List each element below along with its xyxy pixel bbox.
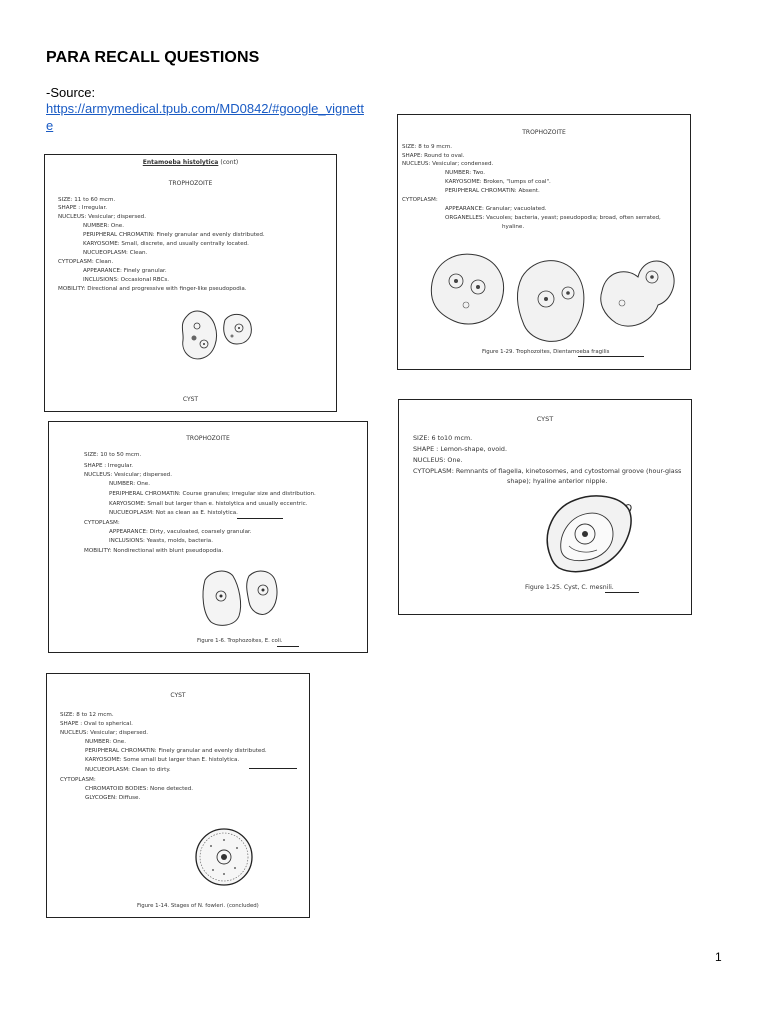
organism-name-suffix: (cont) (220, 159, 239, 166)
organism-name: Entamoeba histolytica (142, 159, 219, 166)
stage-footer: CYST (182, 396, 199, 403)
info-line: NUCLEUS: Vesicular; dispersed. (60, 730, 149, 736)
figure-caption: Figure 1-29. Trophozoites, Dientamoeba fragilis (482, 349, 610, 355)
info-line: SHAPE: Round to oval. (402, 153, 465, 159)
info-line: INCLUSIONS: Yeasts, molds, bacteria. (109, 538, 213, 544)
info-line: ORGANELLES: Vacuoles; bacteria, yeast; pseudopodia; broad, often serrated, (445, 215, 661, 221)
info-line: GLYCOGEN: Diffuse. (85, 795, 141, 801)
info-line: NUMBER: Two. (445, 170, 486, 176)
info-line: NUMBER: One. (109, 481, 151, 487)
fowleri-cyst-panel (46, 673, 310, 918)
answer-blank (249, 768, 297, 769)
info-line: SHAPE : Oval to spherical. (60, 721, 133, 727)
stage-heading: CYST (170, 692, 186, 699)
figure-caption: Figure 1-25. Cyst, C. mesnili. (525, 584, 614, 591)
figure-caption: Figure 1-14. Stages of N. fowleri. (concluded) (137, 903, 259, 909)
info-line: APPEARANCE: Granular; vacuolated. (445, 206, 547, 212)
info-line: CYTOPLASM: (84, 520, 120, 526)
info-line: CYTOPLASM: (60, 777, 96, 783)
info-line: APPEARANCE: Dirty, vaculoated, coarsely granular. (109, 529, 252, 535)
info-line: SIZE: 10 to 50 mcm. (84, 452, 142, 458)
info-line: shape); hyaline anterior nipple. (507, 477, 608, 485)
coli-trophozoite-panel (48, 421, 368, 653)
info-line: NUCLEUS: One. (413, 456, 463, 464)
cyst-illustration (539, 492, 635, 576)
answer-blank (605, 592, 639, 593)
info-line: NUCLEUS: Vesicular; dispersed. (84, 472, 173, 478)
info-line: NUCUEOPLASM: Clean to dirty. (85, 767, 171, 773)
answer-blank (237, 518, 283, 519)
info-line: MOBILITY: Nondirectional with blunt pseudopodia. (84, 548, 224, 554)
info-line: CYTOPLASM: Clean. (58, 259, 114, 265)
info-line: SIZE: 8 to 12 mcm. (60, 712, 114, 718)
info-line: INCLUSIONS: Occasional RBCs. (83, 277, 170, 283)
cyst-illustration (193, 826, 255, 888)
info-line: SHAPE : Lemon-shape, ovoid. (413, 445, 508, 453)
trophozoite-illustration (426, 243, 676, 345)
info-line: SIZE: 11 to 60 mcm. (58, 197, 116, 203)
info-line: APPEARANCE: Finely granular. (83, 268, 167, 274)
answer-blank (277, 646, 299, 647)
info-line: PERIPHERAL CHROMATIN: Course granules; irregular size and distribution. (109, 491, 316, 497)
stage-heading: TROPHOZOITE (186, 435, 230, 442)
info-line: KARYOSOME: Small, discrete, and usually centrally located. (83, 241, 249, 247)
mesnili-cyst-panel (398, 399, 692, 615)
info-line: KARYOSOME: Small but larger than e. histolytica and usually eccentric. (109, 501, 308, 507)
info-line: KARYOSOME: Some small but larger than E. histolytica. (85, 757, 240, 763)
stage-heading: TROPHOZOITE (522, 129, 566, 136)
info-line: NUCUEOPLASM: Not as clean as E. histolytica. (109, 510, 238, 516)
info-line: NUMBER: One. (83, 223, 125, 229)
info-line: SHAPE : Irregular. (84, 463, 134, 469)
info-line: SIZE: 6 to10 mcm. (413, 434, 473, 442)
info-line: PERIPHERAL CHROMATIN: Absent. (445, 188, 540, 194)
info-line: KARYOSOME: Broken, "lumps of coal". (445, 179, 551, 185)
info-line: CHROMATOID BODIES: None detected. (85, 786, 194, 792)
info-line: NUCUEOPLASM: Clean. (83, 250, 148, 256)
source-label: -Source: (46, 85, 96, 100)
info-line: MOBILITY: Directional and progressive with finger-like pseudopodia. (58, 286, 247, 292)
trophozoite-illustration (177, 308, 257, 364)
info-line: SIZE: 8 to 9 mcm. (402, 144, 453, 150)
source-link[interactable]: https://armymedical.tpub.com/MD0842/#google_vignette (46, 101, 364, 133)
info-line: NUCLEUS: Vesicular; dispersed. (58, 214, 147, 220)
figure-caption: Figure 1-6. Trophozoites, E. coli. (197, 638, 283, 644)
info-line: SHAPE : Irregular. (58, 205, 108, 211)
stage-heading: CYST (536, 415, 554, 423)
info-line: NUCLEUS: Vesicular; condensed. (402, 161, 494, 167)
answer-blank (578, 356, 644, 357)
page-title: PARA RECALL QUESTIONS (46, 49, 260, 66)
page-number: 1 (715, 950, 722, 964)
info-line: CYTOPLASM: (402, 197, 438, 203)
info-line: PERIPHERAL CHROMATIN: Finely granular and evenly distributed. (83, 232, 265, 238)
info-line: hyaline. (502, 224, 525, 230)
histolytica-trophozoite-panel (44, 154, 337, 412)
info-line: CYTOPLASM: Remnants of flagella, kinetosomes, and cytostomal groove (hour-glass (413, 467, 682, 475)
info-line: PERIPHERAL CHROMATIN: Finely granular and evenly distributed. (85, 748, 267, 754)
panel-header (45, 159, 336, 166)
info-line: NUMBER: One. (85, 739, 127, 745)
trophozoite-illustration (199, 566, 283, 630)
fragilis-trophozoite-panel (397, 114, 691, 370)
stage-heading: TROPHOZOITE (168, 180, 213, 187)
